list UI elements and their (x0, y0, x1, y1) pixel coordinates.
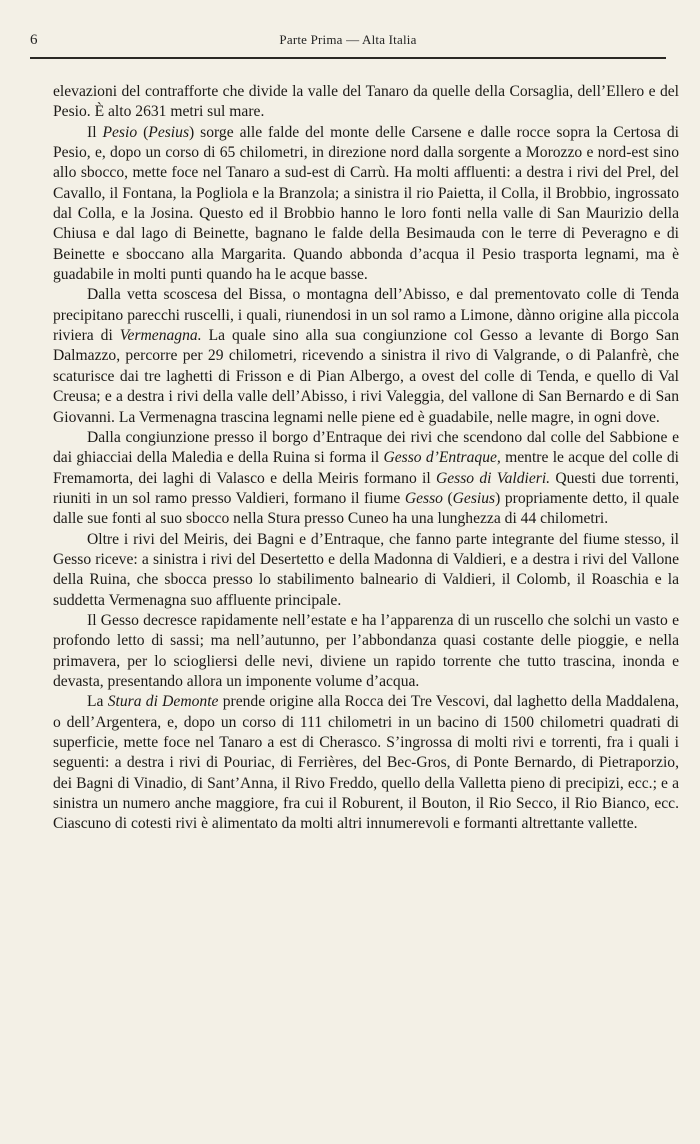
italic-term: Vermenagna. (119, 327, 202, 345)
text-run: La quale sino alla sua congiunzione col Gesso a levante di Borgo San Dalmazzo, percorre per 29 chilometri, ricevendo a sinistra il rivo di Valgrande, o di Palanfrè, che scaturisce dai tre laghetti di Frisson e di Pian Albergo, a ovest del colle di Tenda, e quello di Val Creusa; e a destra i rivi della valle dell’Abisso, i rivi Valeggia, del vallone di San Bernardo e di San Giovanni. La Vermenagna trascina legnami nelle piene ed è guadabile, nelle magre, in ogni dove. (53, 327, 679, 426)
italic-term: Gesso di Valdieri. (435, 469, 551, 487)
paragraph (53, 123, 679, 286)
text-run: Il Gesso decresce rapidamente nell’estate e ha l’apparenza di un ruscello che solchi un vasto e profondo letto di sassi; ma nell’autunno, per l’abbondanza quasi costante delle pioggie, e nella primavera, per lo sciogliersi delle nevi, diviene un rapido torrente che tutto trascina, inonda e devasta, presentando allora un imponente volume d’acqua. (53, 611, 679, 690)
italic-term: Stura di Demonte (107, 693, 219, 711)
italic-term: Pesio (102, 123, 138, 141)
text-run: prende origine alla Rocca dei Tre Vescovi, dal laghetto della Maddalena, o dell’Argentera, e, dopo un corso di 111 chilometri in un bacino di 1500 chilometri quadrati di superficie, mette foce nel Tanaro a est di Cherasco. S’ingrossa di molti rivi e torrenti, fra i quali i seguenti: a destra i rivi di Pouriac, di Ferrières, del Bec-Gros, di Ponte Bernardo, di Pietraporzio, dei Bagni di Vinadio, di Sant’Anna, il Rivo Freddo, quello della Valletta pieno di precipizi, ecc.; e a sinistra un numero anche maggiore, fra cui il Roburent, il Bouton, il Rio Secco, il Rio Bianco, ecc. Ciascuno di cotesti rivi è alimentato da molti altri innumerevoli e formanti altrettante vallette. (53, 693, 679, 833)
paragraph (53, 285, 679, 427)
text-run: ) sorge alle falde del monte delle Carsene e dalle rocce sopra la Certosa di Pesio, e, dopo un corso di 65 chilometri, in direzione nord dalla sorgente a Morozzo e nord-est sino allo sbocco, mette foce nel Tanaro a sud-est di Carrù. Ha molti affluenti: a destra i rivi del Prel, del Cavallo, il Fontana, la Pogliola e la Branzola; a sinistra il rio Paietta, il Colla, il Brobbio, ingrossato dal Colla, e la Josina. Questo ed il Brobbio hanno le loro fonti nella valle di San Maurizio della Chiusa e dal lago di Beinette, bagnano le falde della Besimauda con le terre di Peveragno e di Beinette e sboccano alla Margarita. Quando abbonda d’acqua il Pesio trasporta legnami, ma è guadabile in molti punti quando ha le acque basse. (53, 123, 680, 284)
italic-term: Gesso (404, 489, 443, 507)
body-text (53, 82, 679, 835)
italic-term: Pesius (148, 123, 190, 141)
running-head (30, 30, 666, 52)
text-run: Oltre i rivi del Meiris, dei Bagni e d’Entraque, che fanno parte integrante del fiume stesso, il Gesso riceve: a sinistra i rivi del Desertetto e della Madonna di Valdieri, e a destra i rivi del Vallone della Ruina, che sbocca presso lo stabilimento balneario di Valdieri, il Colomb, il Roaschia e la suddetta Vermenagna suo affluente principale. (53, 530, 679, 609)
italic-term: Gesso d’Entraque, (383, 449, 501, 467)
page-number: 6 (30, 32, 38, 48)
paragraph (53, 530, 679, 611)
text-run: Dalla vetta scoscesa del Bissa, o montagna dell’Abisso, e dal prementovato colle di Tenda precipitano parecchi ruscelli, i quali, riunendosi in un sol ramo a Limone, dànno origine alla piccola riviera di (53, 286, 679, 345)
paragraph (53, 82, 679, 123)
paragraph (53, 611, 679, 692)
text-run: Dalla congiunzione presso il borgo d’Entraque dei rivi che scendono dal colle del Sabbione e dai ghiacciai della Maledia e della Ruina si forma il (53, 428, 679, 467)
paragraph (53, 692, 679, 834)
italic-term: Gesius (452, 489, 496, 507)
text-run: La (87, 693, 108, 711)
paragraph (53, 428, 679, 530)
text-run: mentre le acque del colle di Fremamorta, dei laghi di Valasco e della Meiris formano il (53, 449, 679, 487)
text-run: ( (442, 489, 453, 507)
text-run: ) propriamente detto, il quale dalle sue fonti al suo sbocco nella Stura presso Cuneo ha una lunghezza di 44 chilometri. (53, 489, 679, 528)
text-run: Questi due torrenti, riuniti in un sol ramo presso Valdieri, formano il fiume (53, 469, 679, 507)
running-title: Parte Prima — Alta Italia (279, 32, 417, 47)
text-run: elevazioni del contrafforte che divide la valle del Tanaro da quelle della Corsaglia, dell’Ellero e del Pesio. È alto 2631 metri sul mare. (53, 83, 679, 121)
header-rule (30, 57, 666, 59)
text-run: ( (137, 123, 149, 141)
text-run: Il (87, 123, 103, 141)
